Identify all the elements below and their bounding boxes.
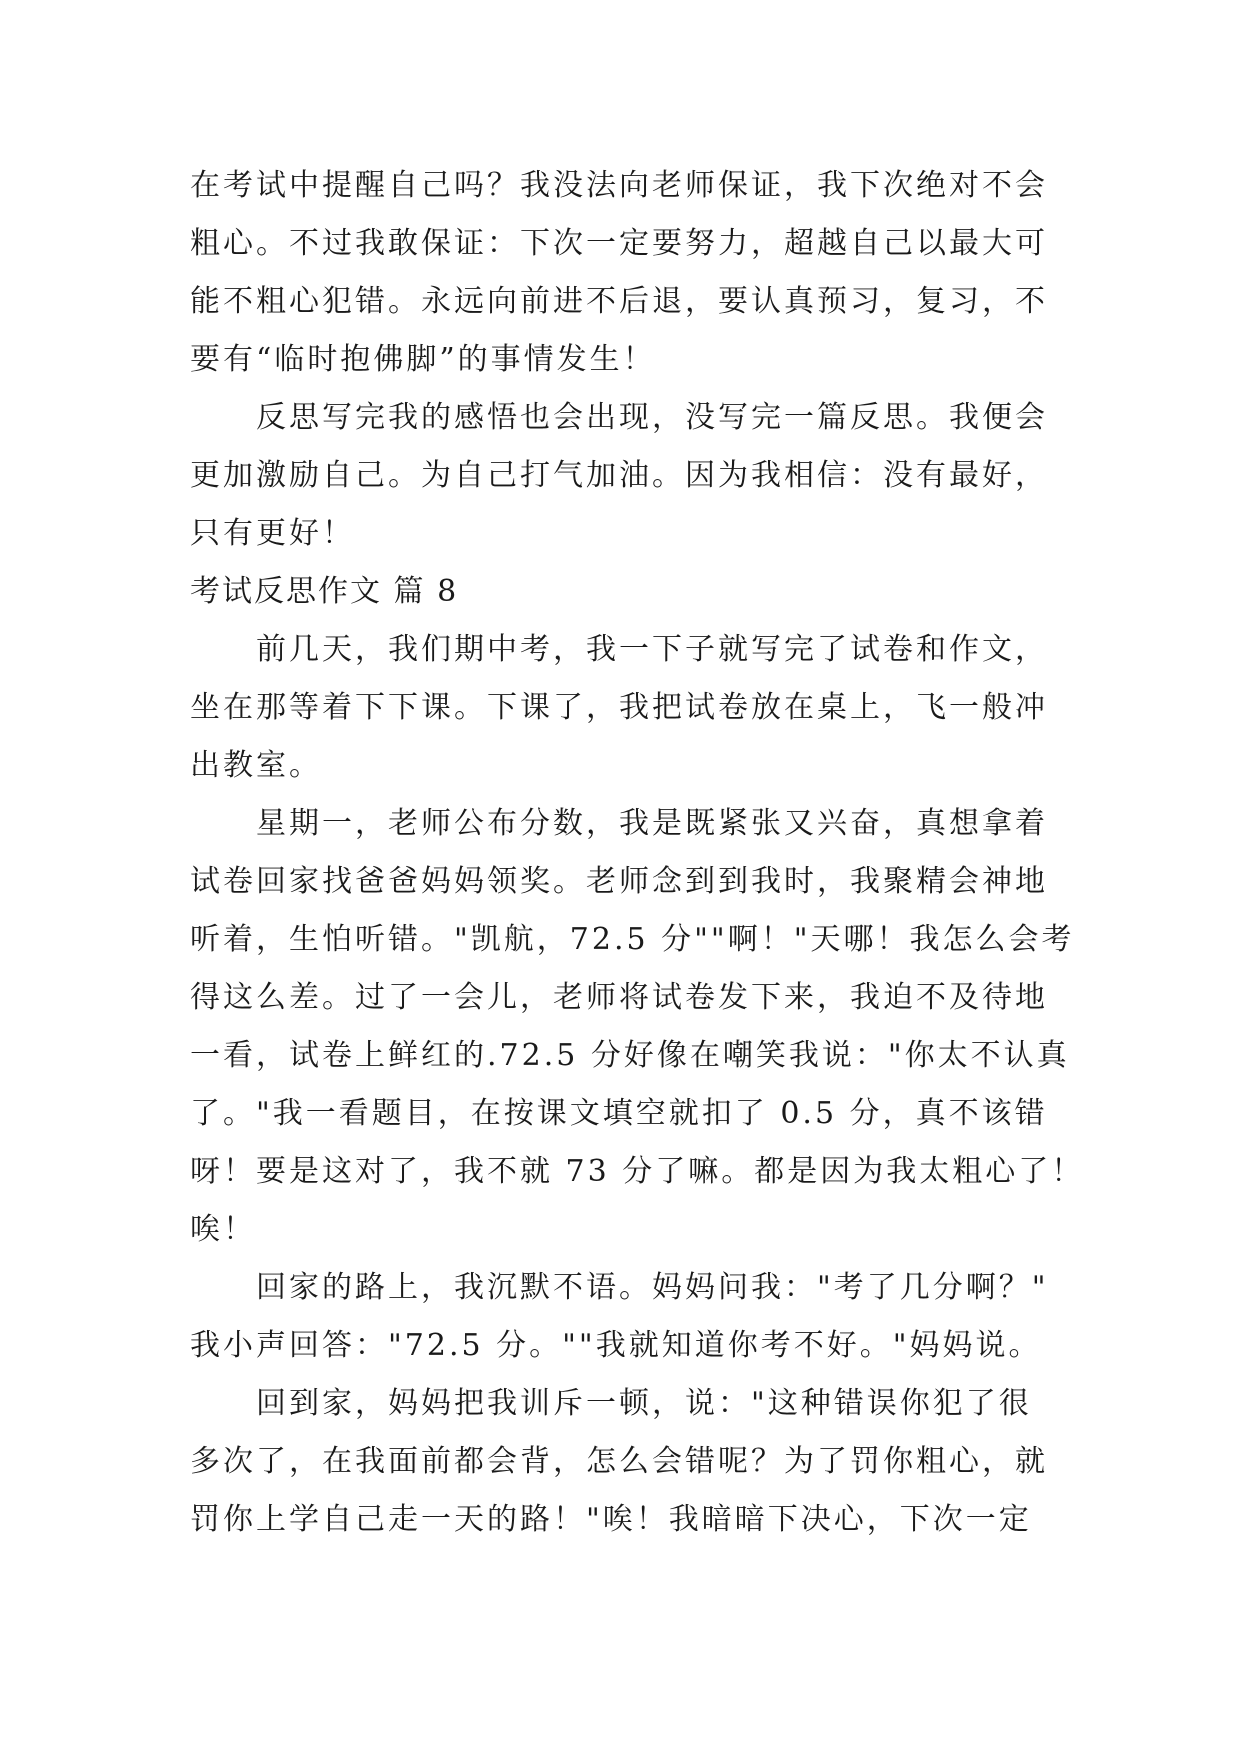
paragraph-first-line: 回到家，妈妈把我训斥一顿，说："这种错误你犯了很 [256,1386,1032,1421]
document-body [190,157,1085,1549]
text-line: 要有“临时抱佛脚”的事情发生！ [190,342,656,377]
text-line: 我小声回答："72.5 分。""我就知道你考不好。"妈妈说。 [190,1328,1042,1363]
text-line: 粗心。不过我敢保证：下次一定要努力，超越自己以最大可 [190,226,1048,261]
section-heading: 考试反思作文 篇 8 [190,574,459,609]
paragraph-first-line: 回家的路上，我沉默不语。妈妈问我："考了几分啊？" [256,1270,1049,1305]
text-line: 多次了，在我面前都会背，怎么会错呢？为了罚你粗心，就 [190,1444,1048,1479]
text-line: 试卷回家找爸爸妈妈领奖。老师念到到我时，我聚精会神地 [190,864,1048,899]
text-line: 坐在那等着下下课。下课了，我把试卷放在桌上，飞一般冲 [190,690,1048,725]
text-line: 了。"我一看题目，在按课文填空就扣了 0.5 分，真不该错 [190,1096,1048,1131]
paragraph-first-line: 反思写完我的感悟也会出现，没写完一篇反思。我便会 [256,400,1048,435]
text-line: 只有更好！ [190,516,355,551]
paragraph-first-line: 星期一，老师公布分数，我是既紧张又兴奋，真想拿着 [256,806,1048,841]
text-line: 能不粗心犯错。永远向前进不后退，要认真预习，复习，不 [190,284,1048,319]
text-line: 一看，试卷上鲜红的.72.5 分好像在嘲笑我说："你太不认真 [190,1038,1070,1073]
text-line: 更加激励自己。为自己打气加油。因为我相信：没有最好， [190,458,1048,493]
text-line: 呀！要是这对了，我不就 73 分了嘛。都是因为我太粗心了！ [190,1154,1085,1189]
text-line: 得这么差。过了一会儿，老师将试卷发下来，我迫不及待地 [190,980,1048,1015]
text-line: 唉！ [190,1212,256,1247]
text-line: 出教室。 [190,748,322,783]
text-line: 听着，生怕听错。"凯航，72.5 分""啊！"天哪！我怎么会考 [190,922,1075,957]
text-line: 在考试中提醒自己吗？我没法向老师保证，我下次绝对不会 [190,168,1048,203]
text-line: 罚你上学自己走一天的路！"唉！我暗暗下决心，下次一定 [190,1502,1032,1537]
paragraph-first-line: 前几天，我们期中考，我一下子就写完了试卷和作文， [256,632,1048,667]
